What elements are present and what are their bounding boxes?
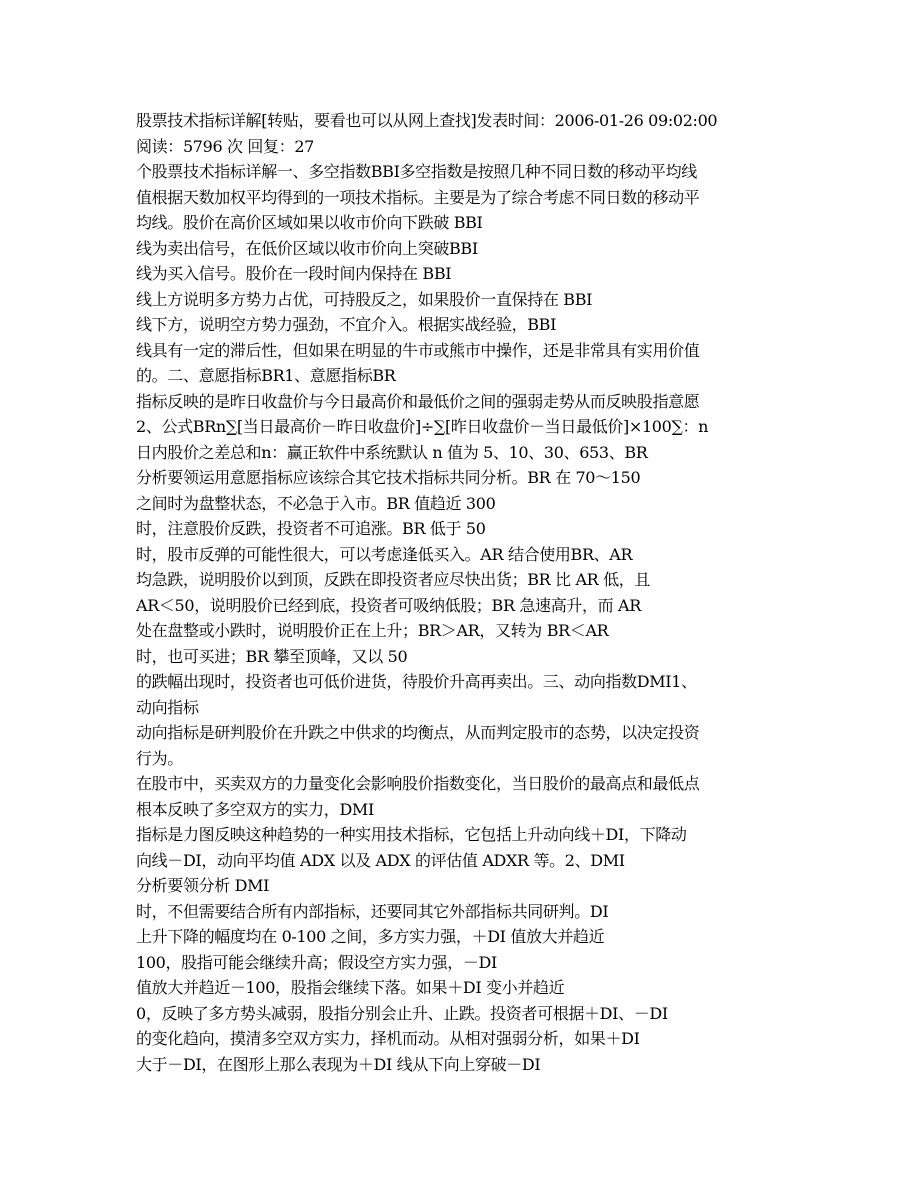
text-line: 动向指标 (136, 697, 199, 717)
text-line: 时，不但需要结合所有内部指标，还要同其它外部指标共同研判。DI (136, 901, 609, 921)
text-line: 时，也可买进；BR 攀至顶峰，又以 50 (136, 646, 408, 666)
text-line: 时，注意股价反跌，投资者不可追涨。BR 低于 50 (136, 519, 486, 538)
text-line: 均急跌，说明股价以到顶，反跌在即投资者应尽快出货；BR 比 AR 低，且 (136, 570, 651, 589)
text-line: 向线－DI，动向平均值 ADX 以及 ADX 的评估值 ADXR 等。2、DMI (136, 850, 625, 870)
text-line: 处在盘整或小跌时，说明股价正在上升；BR＞AR，又转为 BR＜AR (136, 621, 609, 640)
text-line: 线具有一定的滞后性，但如果在明显的牛市或熊市中操作，还是非常具有实用价值 (136, 340, 700, 360)
text-line: 0，反映了多方势头减弱，股指分别会止升、止跌。投资者可根据＋DI、－DI (136, 1003, 668, 1023)
text-line: 之间时为盘整状态，不必急于入市。BR 值趋近 300 (136, 493, 496, 513)
text-line: 上升下降的幅度均在 0-100 之间，多方实力强，＋DI 值放大并趋近 (136, 927, 605, 946)
text-line: 阅读：5796 次 回复：27 (136, 136, 315, 156)
text-line: 2、公式BRn∑[当日最高价－昨日收盘价]÷∑[昨日收盘价－当日最低价]×100∑：n (136, 417, 709, 436)
text-line: 日内股价之差总和n：赢正软件中系统默认 n 值为 5、10、30、653、BR (136, 442, 648, 462)
text-line: 线为卖出信号，在低价区域以收市价向上突破BBI (136, 238, 478, 258)
document-body (136, 108, 796, 1077)
text-line: 的。二、意愿指标BR1、意愿指标BR (136, 366, 396, 385)
text-line: 值放大并趋近－100，股指会继续下落。如果＋DI 变小并趋近 (136, 978, 565, 997)
text-line: 的变化趋向，摸清多空双方实力，择机而动。从相对强弱分析，如果＋DI (136, 1029, 640, 1048)
text-line: 的跌幅出现时，投资者也可低价进货，待股价升高再卖出。三、动向指数DMI1、 (136, 672, 697, 691)
text-line: 指标是力图反映这种趋势的一种实用技术指标，它包括上升动向线＋DI，下降动 (136, 825, 687, 844)
text-line: 指标反映的是昨日收盘价与今日最高价和最低价之间的强弱走势从而反映股指意愿 (136, 391, 700, 411)
text-line: 100，股指可能会继续升高；假设空方实力强，－DI (136, 952, 497, 972)
text-line: 个股票技术指标详解一、多空指数BBI多空指数是按照几种不同日数的移动平均线 (136, 162, 697, 181)
text-line: 动向指标是研判股价在升跌之中供求的均衡点，从而判定股市的态势，以决定投资 (136, 723, 700, 742)
text-line: 行为。 (136, 748, 183, 768)
text-line: 在股市中，买卖双方的力量变化会影响股价指数变化，当日股价的最高点和最低点 (136, 774, 700, 793)
text-line: 线下方，说明空方势力强劲，不宜介入。根据实战经验，BBI (136, 315, 557, 334)
text-line: 线上方说明多方势力占优，可持股反之，如果股价一直保持在 BBI (136, 289, 593, 309)
text-line: 根本反映了多空双方的实力，DMI (136, 799, 374, 819)
text-line: 股票技术指标详解[转贴，要看也可以从网上查找]发表时间：2006-01-26 09:02:00 (136, 111, 718, 130)
text-line: 分析要领分析 DMI (136, 876, 270, 895)
text-line: AR＜50，说明股价已经到底，投资者可吸纳低股；BR 急速高升，而 AR (136, 595, 641, 615)
text-line: 时，股市反弹的可能性很大，可以考虑逢低买入。AR 结合使用BR、AR (136, 544, 633, 564)
text-line: 值根据天数加权平均得到的一项技术指标。主要是为了综合考虑不同日数的移动平 (136, 187, 700, 207)
text-line: 均线。股价在高价区域如果以收市价向下跌破 BBI (136, 213, 483, 232)
text-line: 分析要领运用意愿指标应该综合其它技术指标共同分析。BR 在 70～150 (136, 468, 641, 487)
text-line: 线为买入信号。股价在一段时间内保持在 BBI (136, 264, 452, 283)
text-line: 大于－DI，在图形上那么表现为＋DI 线从下向上穿破－DI (136, 1054, 541, 1074)
